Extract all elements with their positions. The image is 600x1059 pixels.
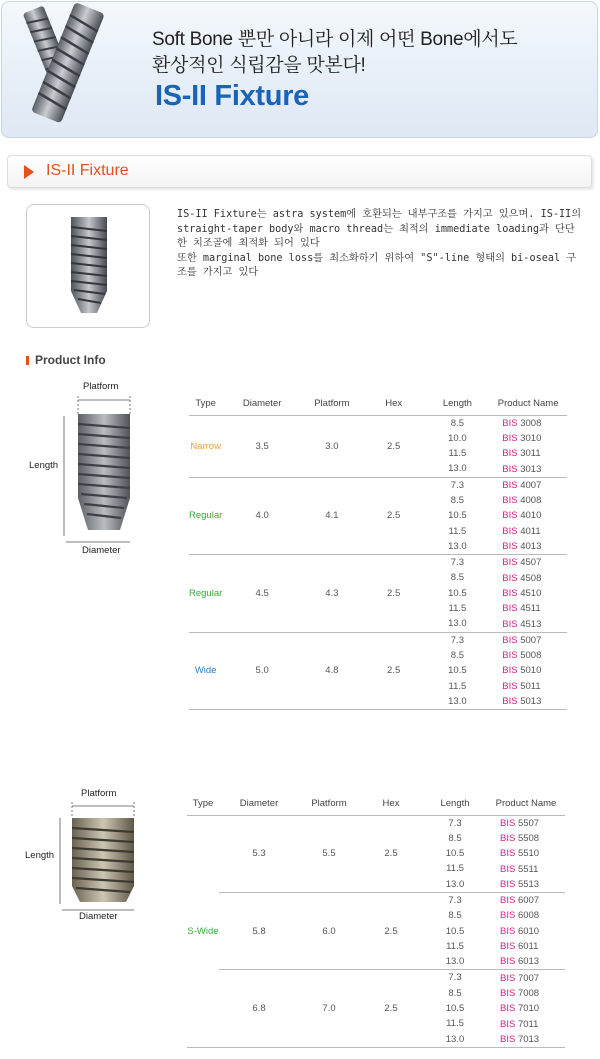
length-cell: 10.5 [445, 1003, 465, 1015]
product-number: 4507 [520, 557, 542, 569]
diameter-label: Diameter [82, 545, 121, 556]
product-number: 6013 [517, 956, 540, 968]
table-row [189, 632, 567, 648]
product-number: 3008 [520, 417, 542, 429]
product-number: 6011 [517, 941, 539, 953]
product-prefix: BIS [500, 941, 516, 953]
col-length-2: Length [423, 793, 487, 815]
product-name-cell [489, 586, 567, 601]
length-cell: 7.3 [448, 972, 462, 984]
product-prefix: BIS [502, 432, 518, 444]
product-number: 7007 [517, 972, 540, 984]
product-number: 5011 [520, 680, 541, 692]
intro-description [177, 208, 583, 281]
product-number: 5008 [520, 650, 542, 662]
product-name-cell [487, 1016, 565, 1031]
banner-line-1: Soft Bone 뿐만 아니라 이제 어떤 Bone에서도 [152, 29, 518, 50]
col-product-name: Product Name [489, 393, 567, 415]
length-cell: 13.0 [426, 616, 490, 632]
table-header-row-2 [187, 793, 565, 815]
length-cell: 8.5 [450, 572, 464, 584]
product-number: 3013 [520, 463, 542, 475]
product-number: 4511 [520, 603, 541, 615]
section-title: IS-II Fixture [46, 162, 129, 179]
table-row [189, 415, 567, 431]
product-prefix: BIS [502, 510, 518, 522]
banner-title: IS-II Fixture [155, 80, 310, 112]
product-number: 5508 [517, 832, 540, 844]
product-prefix: BIS [500, 832, 516, 844]
product-name-cell [487, 939, 565, 954]
product-table-1 [189, 393, 567, 710]
intro-paragraph-1: IS-II Fixture는 astra system에 호환되는 내부구조를 가지고 있으며. IS-II의 straight-taper body와 macro thread는 최적의 immediate loading과 단단한 치조골에 최적화 되어 있다 [177, 209, 582, 249]
product-number: 5013 [520, 695, 542, 707]
diameter-cell: 6.8 [219, 970, 299, 1047]
length-cell: 8.5 [450, 649, 464, 661]
length-cell: 7.3 [448, 894, 462, 906]
hex-cell: 2.5 [362, 632, 426, 709]
length-cell: 7.3 [448, 817, 462, 829]
col-diameter: Diameter [222, 393, 302, 415]
product-name-cell [489, 555, 567, 571]
length-cell: 11.5 [448, 525, 467, 537]
banner-line-2: 환상적인 식립감을 맛본다! [152, 55, 366, 76]
length-cell: 10.5 [448, 665, 467, 677]
product-name-cell [489, 539, 567, 555]
diameter-cell: 5.3 [219, 815, 299, 892]
product-prefix: BIS [502, 495, 518, 507]
length-cell: 11.5 [448, 603, 467, 615]
table-row [187, 970, 565, 986]
product-name-cell [487, 892, 565, 908]
product-name-cell [489, 570, 567, 585]
length-label: Length [29, 460, 59, 471]
product-name-cell [489, 446, 567, 461]
product-number: 6007 [517, 895, 540, 907]
product-name-cell [487, 954, 565, 970]
fixture-banner-image [2, 2, 152, 138]
hex-cell: 2.5 [359, 815, 423, 892]
length-cell: 13.0 [426, 694, 490, 710]
product-prefix: BIS [502, 603, 518, 615]
fixture-thumbnail [26, 204, 150, 328]
product-number: 5007 [520, 634, 542, 646]
product-number: 4513 [520, 618, 542, 630]
length-cell: 10.0 [448, 432, 467, 444]
product-name-cell [487, 970, 565, 986]
length-cell: 11.5 [446, 1018, 464, 1030]
product-number: 4008 [520, 495, 542, 507]
product-name-cell [489, 477, 567, 493]
table-row [187, 892, 565, 908]
platform-label: Platform [83, 381, 119, 392]
diameter-cell: 5.0 [222, 632, 302, 709]
product-prefix: BIS [500, 972, 516, 984]
product-number: 5507 [517, 817, 540, 829]
length-cell: 10.5 [445, 925, 465, 937]
product-name-cell [487, 846, 565, 861]
diameter-label-2: Diameter [79, 911, 118, 922]
length-cell: 8.5 [448, 910, 462, 922]
fixture-diagram-2 [24, 786, 154, 926]
product-prefix: BIS [500, 848, 516, 860]
product-number: 4508 [520, 572, 542, 584]
product-name-cell [487, 986, 565, 1001]
length-cell: 13.0 [423, 877, 487, 893]
length-cell: 13.0 [423, 1032, 487, 1048]
product-name-cell [489, 431, 567, 446]
col-hex-2: Hex [359, 793, 423, 815]
length-cell: 7.3 [450, 634, 464, 646]
length-cell: 11.5 [448, 448, 467, 460]
product-name-cell [487, 908, 565, 923]
product-name-cell [489, 524, 567, 539]
product-prefix: BIS [500, 878, 516, 890]
product-prefix: BIS [502, 665, 518, 677]
product-prefix: BIS [502, 479, 518, 491]
length-cell: 10.5 [448, 510, 467, 522]
col-platform-2: Platform [299, 793, 359, 815]
length-cell: 10.5 [448, 587, 467, 599]
type-cell: Wide [189, 632, 222, 709]
diameter-cell: 4.0 [222, 477, 302, 554]
product-prefix: BIS [500, 956, 516, 968]
product-prefix: BIS [502, 525, 518, 537]
product-name-cell [489, 632, 567, 648]
hex-cell: 2.5 [359, 970, 423, 1047]
length-cell: 11.5 [446, 863, 464, 875]
product-name-cell [487, 1001, 565, 1016]
section-header [7, 155, 592, 188]
type-cell: S-Wide [187, 815, 219, 1047]
product-prefix: BIS [502, 680, 518, 692]
table-row [187, 815, 565, 831]
product-prefix: BIS [502, 572, 518, 584]
product-prefix: BIS [502, 417, 518, 429]
product-prefix: BIS [502, 448, 518, 460]
product-name-cell [487, 877, 565, 893]
product-table-2 [187, 793, 565, 1048]
product-number: 4011 [520, 525, 541, 537]
product-prefix: BIS [502, 618, 518, 630]
product-name-cell [489, 616, 567, 632]
length-cell: 13.0 [423, 954, 487, 970]
length-cell: 7.3 [450, 479, 464, 491]
product-number: 4013 [520, 541, 542, 553]
product-prefix: BIS [500, 817, 516, 829]
table-header-row [189, 393, 567, 415]
product-name-cell [489, 648, 567, 663]
type-cell: Regular [189, 555, 222, 632]
hex-cell: 2.5 [362, 477, 426, 554]
product-info-title [26, 353, 106, 367]
length-cell: 13.0 [426, 539, 490, 555]
product-info-label: Product Info [35, 353, 106, 367]
length-cell: 8.5 [450, 417, 464, 429]
col-hex: Hex [362, 393, 426, 415]
type-cell: Narrow [189, 415, 222, 477]
product-name-cell [487, 924, 565, 939]
product-prefix: BIS [502, 587, 518, 599]
diameter-cell: 5.8 [219, 892, 299, 969]
product-prefix: BIS [500, 910, 516, 922]
platform-cell: 4.8 [302, 632, 362, 709]
length-cell: 11.5 [446, 940, 464, 952]
product-number: 5511 [517, 863, 539, 875]
length-cell: 7.3 [450, 557, 464, 569]
length-label-2: Length [25, 850, 55, 861]
triangle-icon [24, 165, 34, 179]
product-number: 4007 [520, 479, 542, 491]
length-cell: 8.5 [448, 987, 462, 999]
fixture-image [27, 205, 151, 329]
banner [1, 1, 598, 138]
platform-cell: 4.1 [302, 477, 362, 554]
product-name-cell [487, 831, 565, 846]
product-name-cell [489, 461, 567, 477]
col-diameter-2: Diameter [219, 793, 299, 815]
length-cell: 8.5 [450, 494, 464, 506]
product-prefix: BIS [500, 925, 516, 937]
product-number: 7010 [517, 1003, 540, 1015]
product-name-cell [489, 508, 567, 523]
platform-cell: 3.0 [302, 415, 362, 477]
fixture-diagram-1 [26, 378, 156, 558]
product-prefix: BIS [502, 634, 518, 646]
col-product-name-2: Product Name [487, 793, 565, 815]
product-number: 6008 [517, 910, 540, 922]
col-platform: Platform [302, 393, 362, 415]
hex-cell: 2.5 [362, 555, 426, 632]
product-name-cell [489, 694, 567, 710]
product-number: 7013 [517, 1033, 540, 1045]
product-name-cell [489, 493, 567, 508]
product-prefix: BIS [502, 650, 518, 662]
platform-cell: 7.0 [299, 970, 359, 1047]
length-cell: 11.5 [448, 680, 467, 692]
product-name-cell [489, 415, 567, 431]
product-number: 5510 [517, 848, 540, 860]
product-number: 7008 [517, 987, 540, 999]
col-type: Type [189, 393, 222, 415]
platform-cell: 6.0 [299, 892, 359, 969]
table-row [189, 555, 567, 571]
product-prefix: BIS [502, 541, 518, 553]
product-prefix: BIS [502, 557, 518, 569]
table-row [189, 477, 567, 493]
product-number: 3011 [520, 448, 541, 460]
intro-paragraph-2: 또한 marginal bone loss를 최소화하기 위하여 "S"-line 형태의 bi-oseal 구조를 가지고 있다 [177, 252, 577, 278]
product-number: 3010 [520, 432, 542, 444]
product-number: 5010 [520, 665, 542, 677]
product-name-cell [487, 1032, 565, 1048]
length-cell: 8.5 [448, 832, 462, 844]
platform-cell: 5.5 [299, 815, 359, 892]
hex-cell: 2.5 [362, 415, 426, 477]
length-cell: 13.0 [426, 461, 490, 477]
product-name-cell [489, 679, 567, 694]
product-name-cell [489, 663, 567, 678]
product-prefix: BIS [502, 695, 518, 707]
product-prefix: BIS [500, 895, 516, 907]
platform-cell: 4.3 [302, 555, 362, 632]
product-number: 5513 [517, 878, 540, 890]
diameter-cell: 4.5 [222, 555, 302, 632]
product-name-cell [489, 601, 567, 616]
product-prefix: BIS [500, 1003, 516, 1015]
product-name-cell [487, 815, 565, 831]
product-number: 4010 [520, 510, 542, 522]
col-type-2: Type [187, 793, 219, 815]
product-number: 7011 [517, 1018, 539, 1030]
product-prefix: BIS [500, 1033, 516, 1045]
bullet-icon [26, 356, 29, 365]
platform-label-2: Platform [81, 788, 117, 799]
length-cell: 10.5 [445, 848, 465, 860]
col-length: Length [426, 393, 490, 415]
product-number: 4510 [520, 587, 542, 599]
diameter-cell: 3.5 [222, 415, 302, 477]
product-name-cell [487, 861, 565, 876]
type-cell: Regular [189, 477, 222, 554]
product-prefix: BIS [502, 463, 518, 475]
product-prefix: BIS [500, 1018, 516, 1030]
product-prefix: BIS [500, 863, 516, 875]
product-number: 6010 [517, 925, 540, 937]
hex-cell: 2.5 [359, 892, 423, 969]
product-prefix: BIS [500, 987, 516, 999]
